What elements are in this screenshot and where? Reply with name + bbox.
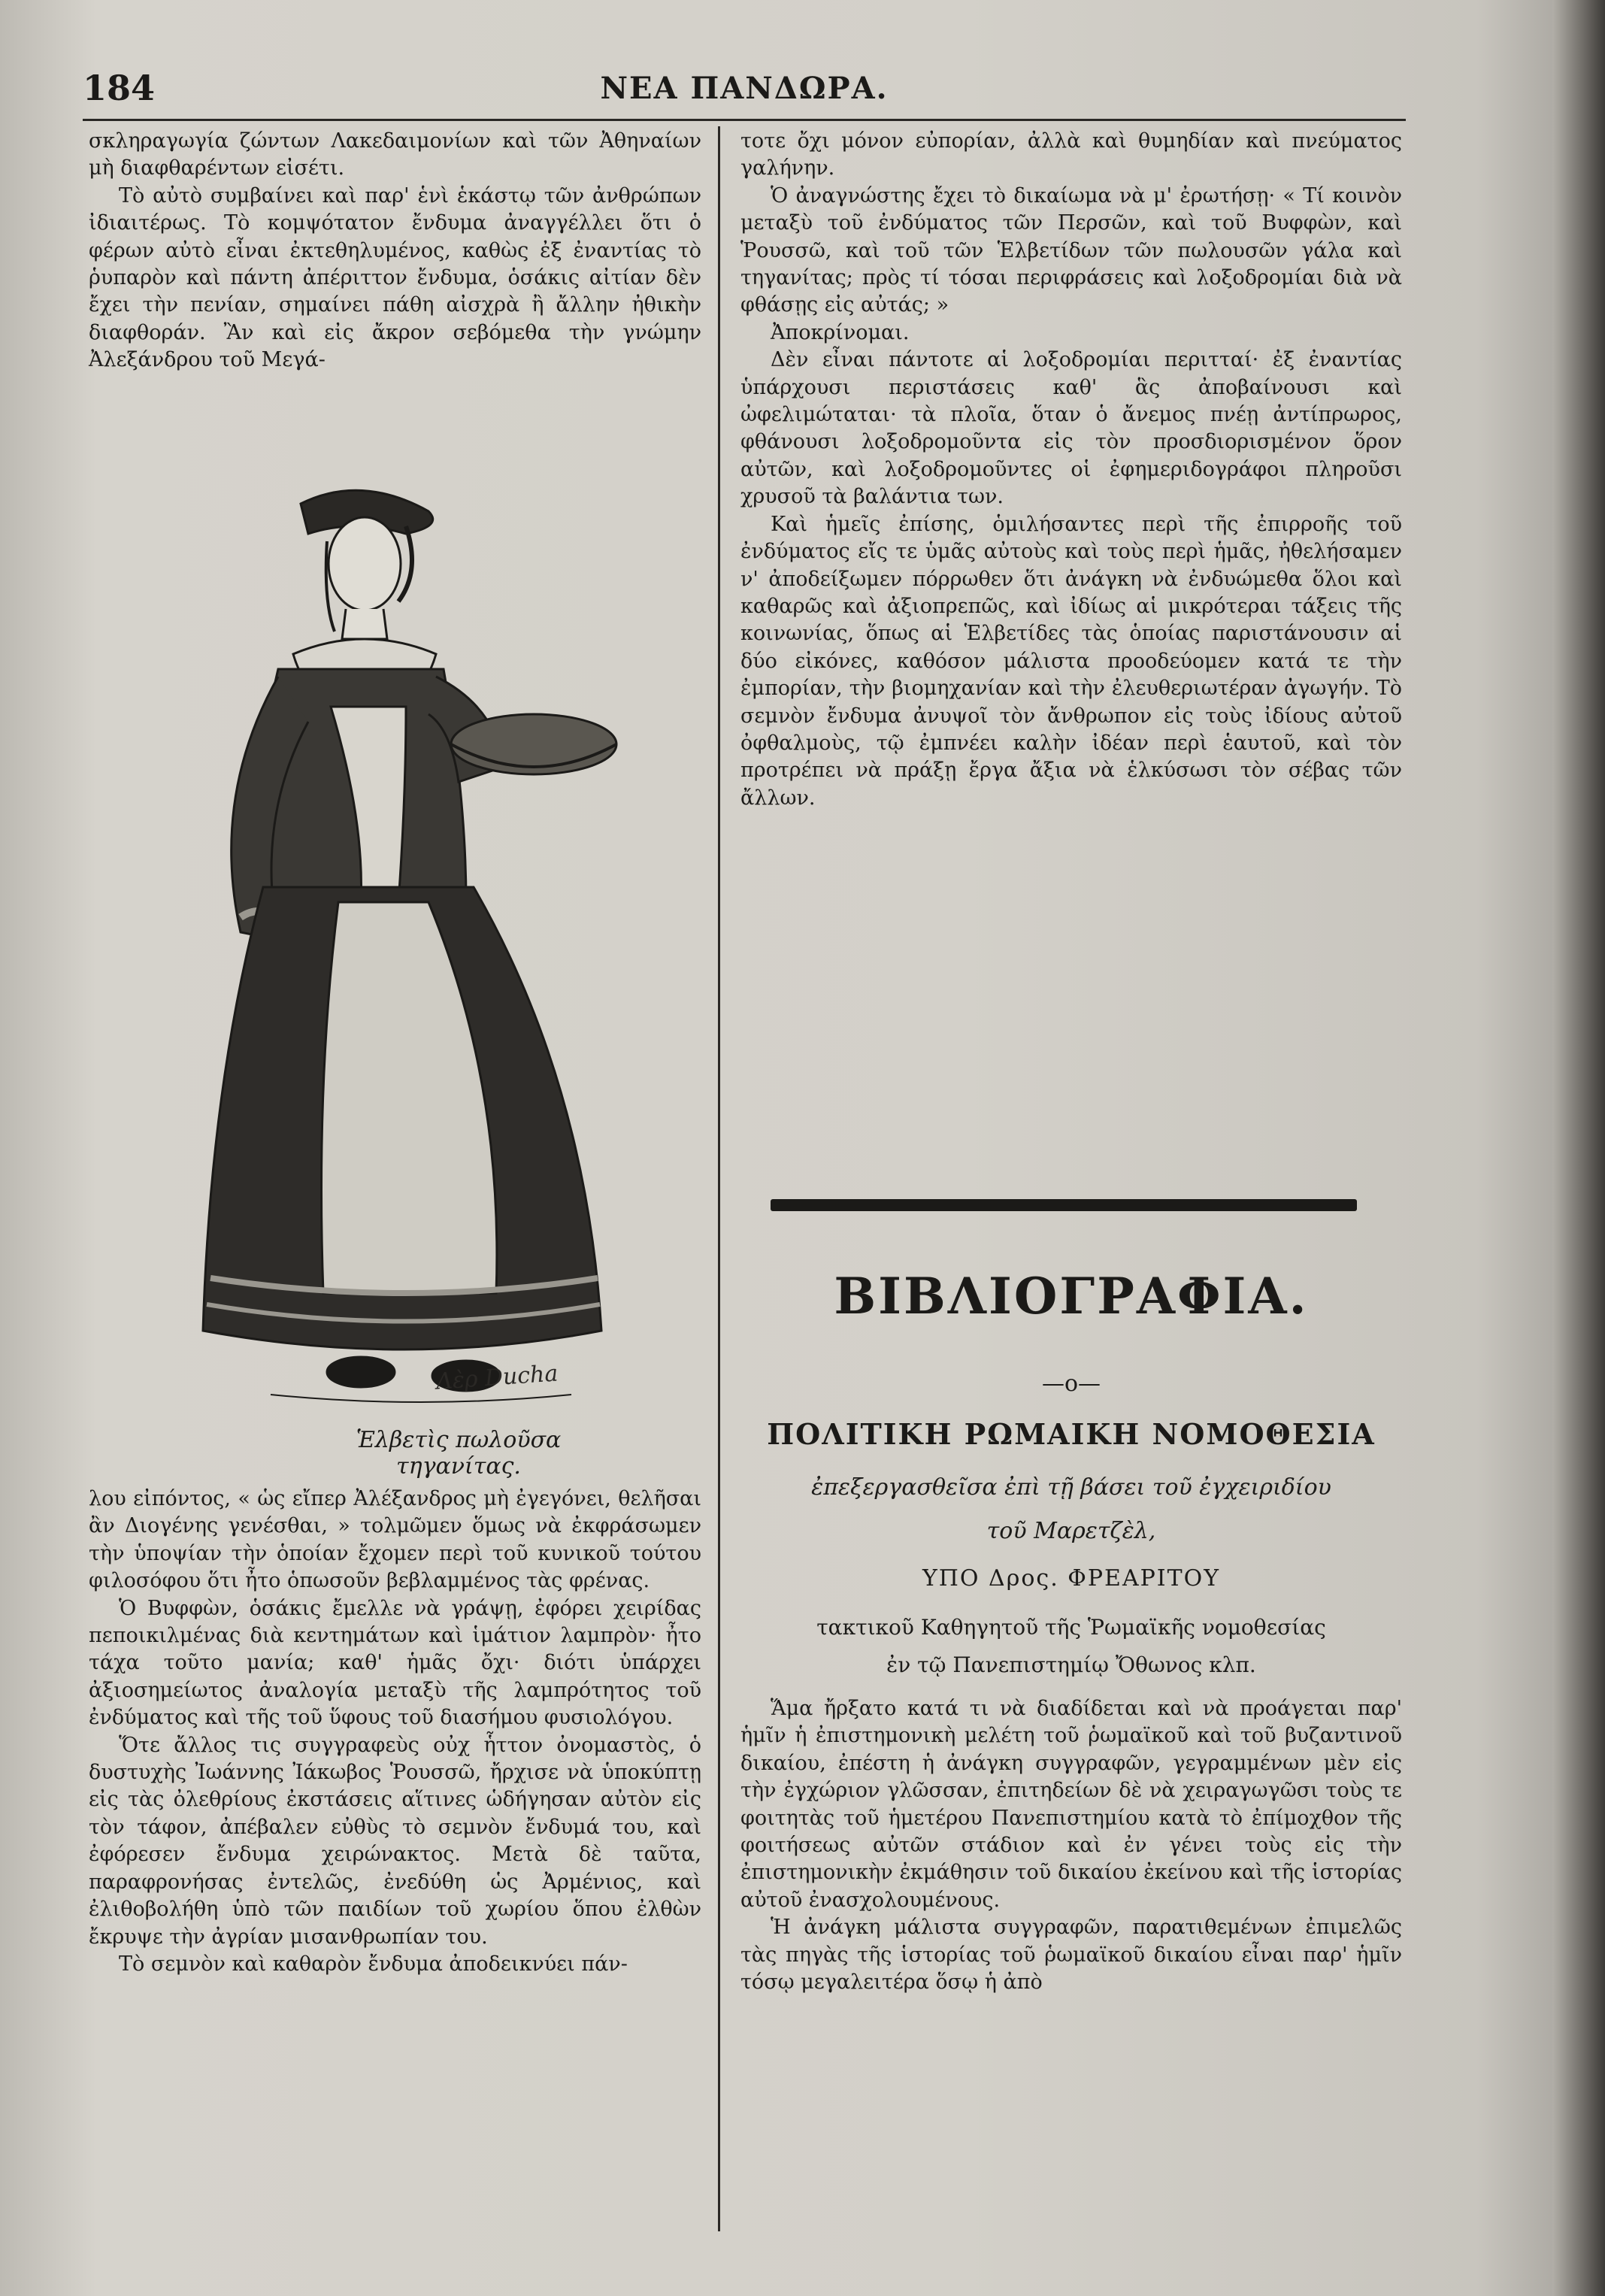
paragraph: Δὲν εἶναι πάντοτε αἱ λοξοδρομίαι περιτταί· ἐξ ἐναντίας ὑπάρχουσι περιστάσεις καθ' ἃς ἀποβαίνουσι καὶ ὠφελιμώταται· τὰ πλοῖα, ὅταν ὁ ἄνεμος πνέῃ ἀντίπρωρος, φθάνουσι λοξοδρομοῦντα εἰς τὸν προσδιορισμένον ὅρον αὐτῶν, καὶ λοξοδρομοῦντες οἱ ἐφημεριδογράφοι πληροῦσι χρυσοῦ τὰ βαλάντια των.: [740, 348, 1402, 509]
paragraph: Ἀποκρίνομαι.: [771, 320, 910, 344]
paragraph: Τὸ σεμνὸν καὶ καθαρὸν ἔνδυμα ἀποδεικνύει πάν-: [119, 1952, 628, 1976]
left-column-bottom: [89, 1486, 701, 1978]
author: ΥΠΟ Δρος. ΦΡΕΑΡΙΤΟΥ: [922, 1565, 1221, 1592]
paragraph: σκληραγωγία ζώντων Λακεδαιμονίων καὶ τῶν Ἀθηναίων μὴ διαφθαρέντων εἰσέτι.: [89, 129, 701, 180]
paragraph: Ὅτε ἄλλος τις συγγραφεὺς οὐχ ἧττον ὀνομαστὸς, ὁ δυστυχὴς Ἰωάννης Ἰάκωβος Ῥουσσῶ, ἤρχισε νὰ ὑποκύπτῃ εἰς τὰς ὀλεθρίους ἐκστάσεις αἵτινες ὡδήγησαν αὐτὸν εἰς τὸν τάφον, ἀπέβαλεν εὐθὺς τὸ σεμνὸν ἔνδυμά του, καὶ ἐφόρεσεν ἔνδυμα χειρώνακτος. Μετὰ δὲ ταῦτα, παραφρονήσας ἐντελῶς, ἐνεδύθη ὡς Ἀρμένιος, καὶ ἐλιθοβολήθη ὑπὸ τῶν παιδίων τοῦ χωρίου ὅπου ἐλθὼν ἔκρυψε τὴν ἀγρίαν μισανθρωπίαν του.: [89, 1733, 701, 1949]
subtitle-line: ἐπεξεργασθεῖσα ἐπὶ τῇ βάσει τοῦ ἐγχειριδίου: [811, 1474, 1331, 1501]
ornament: —o—: [1041, 1371, 1101, 1397]
book-spine: [1552, 0, 1605, 2296]
paragraph: Ἅμα ἤρξατο κατά τι νὰ διαδίδεται καὶ νὰ προάγεται παρ' ἡμῖν ἡ ἐπιστημονικὴ μελέτη τοῦ ῥωμαϊκοῦ καὶ τοῦ βυζαντινοῦ δικαίου, ἐπέστη ἡ ἀνάγκη συγγραφῶν, γεγραμμένων μὲν εἰς τὴν ἐγχώριον γλῶσσαν, ἐπιτηδείων δὲ νὰ χειραγωγῶσι τοὺς τε φοιτητὰς τοῦ ἡμετέρου Πανεπιστημίου κατὰ τὸ ἐπίμοχθον τῆς φοιτήσεως αὐτῶν στάδιον καὶ ἐν γένει τοὺς εἰς τὴν ἐπιστημονικὴν ἐκμάθησιν τοῦ δικαίου ἐκείνου καὶ τῆς ἱστορίας αὐτοῦ ἐνασχολουμένους.: [740, 1697, 1402, 1912]
running-title: ΝΕΑ ΠΑΝΔΩΡΑ.: [600, 71, 889, 106]
paragraph: λου εἰπόντος, « ὡς εἴπερ Ἀλέξανδρος μὴ ἐγεγόνει, θελῆσαι ἂν Διογένης γενέσθαι, » τολμῶμεν ὅμως νὰ ἐκφράσωμεν τὴν ὑποψίαν τὴν ὁποίαν ἔχομεν περὶ τοῦ κυνικοῦ τούτου φιλοσόφου ὅτι ἦτο ὁπωσοῦν βεβλαμμένος τὰς φρένας.: [89, 1487, 701, 1593]
paragraph: Ὁ ἀναγνώστης ἔχει τὸ δικαίωμα νὰ μ' ἐρωτήσῃ· « Τί κοινὸν μεταξὺ τοῦ ἐνδύματος τῶν Περσῶν, καὶ τοῦ Βυφφὼν, καὶ Ῥουσσῶ, καὶ τοῦ τῶν Ἑλβετίδων τῶν πωλουσῶν γάλα καὶ τηγανίτας; πρὸς τί τόσαι περιφράσεις καὶ λοξοδρομίαι διὰ νὰ φθάσῃς εἰς αὐτάς; »: [740, 183, 1402, 317]
work-subtitle: [740, 1466, 1402, 1553]
section-title: ΒΙΒΛΙΟΓΡΑΦΙΑ.: [834, 1267, 1309, 1325]
figure-caption: Ἑλβετὶς πωλοῦσα τηγανίτας.: [356, 1427, 562, 1480]
author-title-line: τακτικοῦ Καθηγητοῦ τῆς Ῥωμαϊκῆς νομοθεσίας: [816, 1615, 1326, 1640]
work-title: ΠΟΛΙΤΙΚΗ ΡΩΜΑΙΚΗ ΝΟΜΟΘΕΣΙΑ: [767, 1417, 1376, 1451]
paragraph: Ὁ Βυφφὼν, ὁσάκις ἔμελλε νὰ γράψῃ, ἐφόρει χειρίδας πεποικιλμένας διὰ κεντημάτων καὶ ἱμάτιον λαμπρὸν· ἦτο τάχα τοῦτο μανία; καθ' ἡμᾶς ὄχι· διότι ὑπάρχει ἀξιοσημείωτος ἀναλογία μεταξὺ τῆς λαμπρότητος τοῦ ἐνδύματος καὶ τῆς τοῦ ὕφους τοῦ διασήμου φυσιολόγου.: [89, 1596, 701, 1730]
page-number: 184: [83, 68, 156, 108]
left-column-top: [89, 128, 701, 374]
paragraph: Τὸ αὐτὸ συμβαίνει καὶ παρ' ἑνὶ ἑκάστῳ τῶν ἀνθρώπων ἰδιαιτέρως. Τὸ κομψότατον ἔνδυμα ἀναγγέλλει ὅτι ὁ φέρων αὐτὸ εἶναι ἐκτεθηλυμένος, καθὼς ἐξ ἐναντίας τὸ ῥυπαρὸν καὶ πάντη ἀπέριττον ἔνδυμα, ὁσάκις αἰτίαν δὲν ἔχει τὴν πενίαν, σημαίνει πάθη αἰσχρὰ ἢ ἄλλην ἠθικὴν διαφθοράν. Ἂν καὶ εἰς ἄκρον σεβόμεθα τὴν γνώμην Ἀλεξάνδρου τοῦ Μεγά-: [89, 183, 701, 372]
author-title-line: ἐν τῷ Πανεπιστημίῳ Ὄθωνος κλπ.: [886, 1652, 1256, 1677]
column-rule: [718, 126, 720, 2231]
engraver-signature: Λὲρ Ducha: [435, 1360, 559, 1395]
section-rule: [771, 1199, 1357, 1211]
right-column: [740, 128, 1402, 812]
paragraph: τοτε ὄχι μόνον εὐπορίαν, ἀλλὰ καὶ θυμηδίαν καὶ πνεύματος γαλήνην.: [740, 129, 1402, 180]
paragraph: Ἡ ἀνάγκη μάλιστα συγγραφῶν, παρατιθεμένων ἐπιμελῶς τὰς πηγὰς τῆς ἱστορίας τοῦ ῥωμαϊκοῦ δικαίου εἶναι παρ' ἡμῖν τόσῳ μεγαλειτέρα ὅσῳ ἡ ἀπὸ: [740, 1916, 1402, 1995]
engraving-swiss-woman-selling-pancakes: [180, 481, 647, 1421]
paragraph: Καὶ ἡμεῖς ἐπίσης, ὁμιλήσαντες περὶ τῆς ἐπιρροῆς τοῦ ἐνδύματος εἴς τε ὑμᾶς αὐτοὺς καὶ τοὺς περὶ ἡμᾶς, ἠθελήσαμεν ν' ἀποδείξωμεν πόρρωθεν ὅτι ἀνάγκη νὰ ἐνδυώμεθα ὅλοι καὶ καθαρῶς καὶ ἀξιοπρεπῶς, καὶ ἰδίως αἱ μικρότεραι τάξεις τῆς κοινωνίας, ὅπως αἱ Ἑλβετίδες τὰς ὁποίας παριστάνουσιν αἱ δύο εἰκόνες, καθόσον μάλιστα προοδεύομεν κατά τε τὴν ἐμπορίαν, τὴν βιομηχανίαν καὶ τὴν ἐλευθεριωτέραν ἀγωγήν. Τὸ σεμνὸν ἔνδυμα ἀνυψοῖ τὸν ἄνθρωπον εἰς τοὺς ἰδίους αὐτοῦ ὀφθαλμοὺς, τῷ ἐμπνέει καλὴν ἰδέαν περὶ ἑαυτοῦ, καὶ τὸν προτρέπει νὰ πράξῃ ἔργα ἄξια νὰ ἑλκύσωσι τὸν σέβας τῶν ἄλλων.: [740, 512, 1402, 810]
author-title: [740, 1609, 1402, 1684]
subtitle-line: τοῦ Μαρετζὲλ,: [986, 1518, 1156, 1544]
bibliography-text: [740, 1695, 1402, 1996]
header-rule: [83, 119, 1406, 121]
